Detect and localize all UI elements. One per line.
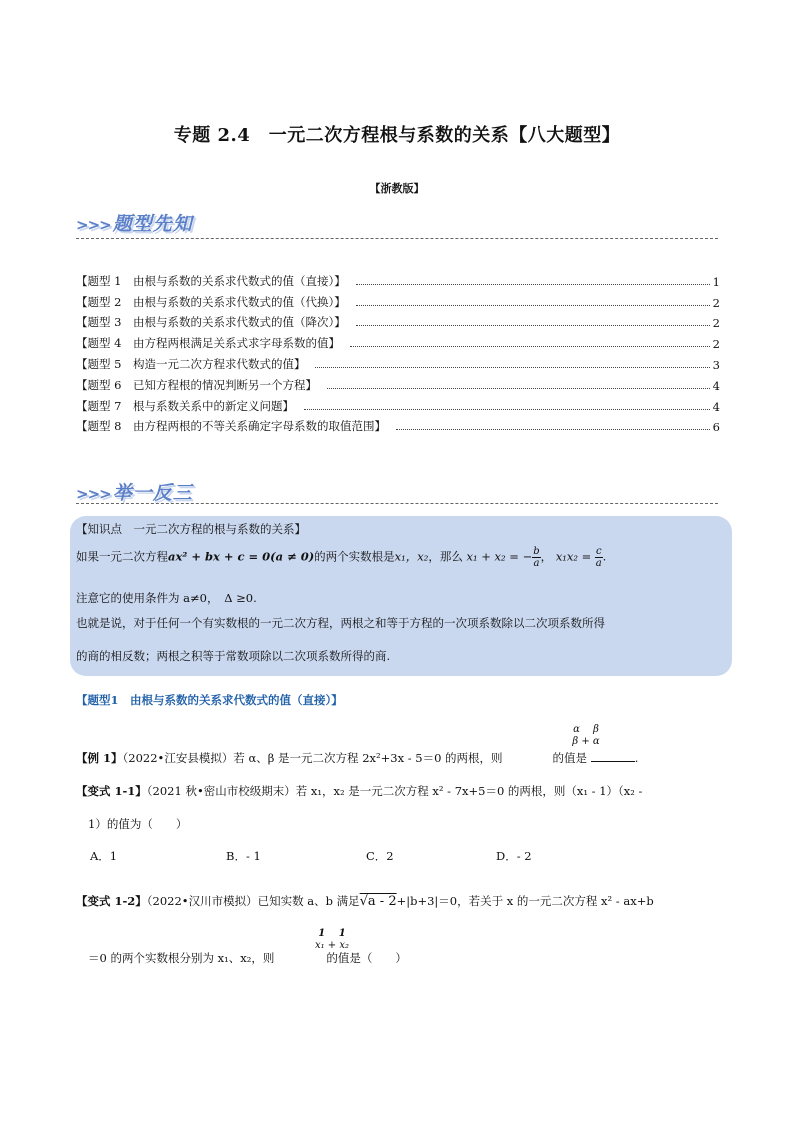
knowledge-line-1: 如果一元二次方程ax² + bx + c = 0(a ≠ 0)的两个实数根是x₁，x₂，那么 x₁ + x₂ = − $\frac{b}{a}$ ， x₁x₂ = $\frac{c}{a}$ . bbox=[76, 546, 607, 569]
page-title: 专题 2.4 一元二次方程根与系数的关系【八大题型】 bbox=[173, 125, 621, 146]
product-fraction: $\frac{c}{a}$ bbox=[595, 546, 602, 569]
banner-practice bbox=[76, 478, 193, 505]
table-of-contents bbox=[76, 268, 720, 434]
toc-row[interactable]: 【题型 8 由方程两根的不等关系确定字母系数的取值范围】 6 bbox=[76, 419, 720, 435]
alpha-beta-fraction: α β β + α bbox=[572, 724, 600, 747]
toc-row[interactable]: 【题型 2 由根与系数的关系求代数式的值（代换）】 2 bbox=[76, 294, 720, 310]
knowledge-line-2: 注意它的使用条件为 a≠0， Δ ≥0. bbox=[76, 591, 257, 605]
toc-row[interactable]: 【题型 3 由根与系数的关系求代数式的值（降次）】 2 bbox=[76, 315, 720, 331]
toc-row[interactable]: 【题型 6 已知方程根的情况判断另一个方程】 4 bbox=[76, 377, 720, 393]
banner-preview bbox=[76, 209, 193, 236]
banner-arrows-icon: >>> bbox=[76, 216, 111, 234]
knowledge-line-4: 的商的相反数；两根之积等于常数项除以二次项系数所得的商. bbox=[76, 649, 391, 663]
banner-arrows-icon: >>> bbox=[76, 485, 111, 503]
variant-1-1-cont: 1）的值为（ ） bbox=[88, 817, 188, 831]
banner-preview-label: 题型先知 bbox=[112, 213, 193, 235]
option-b[interactable]: B．- 1 bbox=[226, 849, 261, 863]
section-heading: 【题型1 由根与系数的关系求代数式的值（直接）】 bbox=[76, 693, 343, 707]
sum-fraction: $\frac{b}{a}$ bbox=[533, 546, 540, 569]
variant-1-2-cont: ＝0 的两个实数根分别为 x₁、x₂，则 的值是（ ） bbox=[88, 951, 407, 965]
toc-row[interactable]: 【题型 7 根与系数关系中的新定义问题】 4 bbox=[76, 398, 720, 414]
option-c[interactable]: C．2 bbox=[366, 849, 394, 863]
knowledge-line-3: 也就是说，对于任何一个有实数根的一元二次方程，两根之和等于方程的一次项系数除以二次项系数所得 bbox=[76, 616, 605, 630]
quadratic-equation: ax² + bx + c = 0(a ≠ 0) bbox=[168, 549, 315, 564]
answer-blank[interactable] bbox=[591, 751, 635, 762]
sqrt-expression: √a - 2 bbox=[359, 894, 397, 909]
banner-practice-label: 举一反三 bbox=[112, 482, 193, 504]
option-a[interactable]: A．1 bbox=[90, 849, 118, 863]
option-d[interactable]: D．- 2 bbox=[496, 849, 532, 863]
variant-1-2: 【变式 1-2】（2022•汉川市模拟）已知实数 a、b 满足√a - 2+|b+3|＝0，若关于 x 的一元二次方程 x² - ax+b bbox=[76, 894, 654, 909]
edition-label: 【浙教版】 bbox=[369, 182, 425, 195]
toc-row[interactable]: 【题型 4 由方程两根满足关系式求字母系数的值】 2 bbox=[76, 336, 720, 352]
knowledge-heading: 【知识点 一元二次方程的根与系数的关系】 bbox=[76, 522, 306, 536]
example-1: 【例 1】（2022•江安县模拟）若 α、β 是一元二次方程 2x²+3x - 5＝0 的两根，则 的值是 . bbox=[76, 751, 639, 765]
reciprocal-fraction: 1 1 x₁ + x₂ bbox=[314, 928, 350, 951]
divider bbox=[76, 503, 718, 504]
variant-1-1: 【变式 1-1】（2021 秋•密山市校级期末）若 x₁，x₂ 是一元二次方程 x² - 7x+5＝0 的两根，则（x₁ - 1）（x₂ - bbox=[76, 784, 643, 798]
toc-row[interactable]: 【题型 5 构造一元二次方程求代数式的值】 3 bbox=[76, 356, 720, 372]
toc-row[interactable]: 【题型 1 由根与系数的关系求代数式的值（直接）】 1 bbox=[76, 273, 720, 289]
divider bbox=[76, 238, 718, 239]
